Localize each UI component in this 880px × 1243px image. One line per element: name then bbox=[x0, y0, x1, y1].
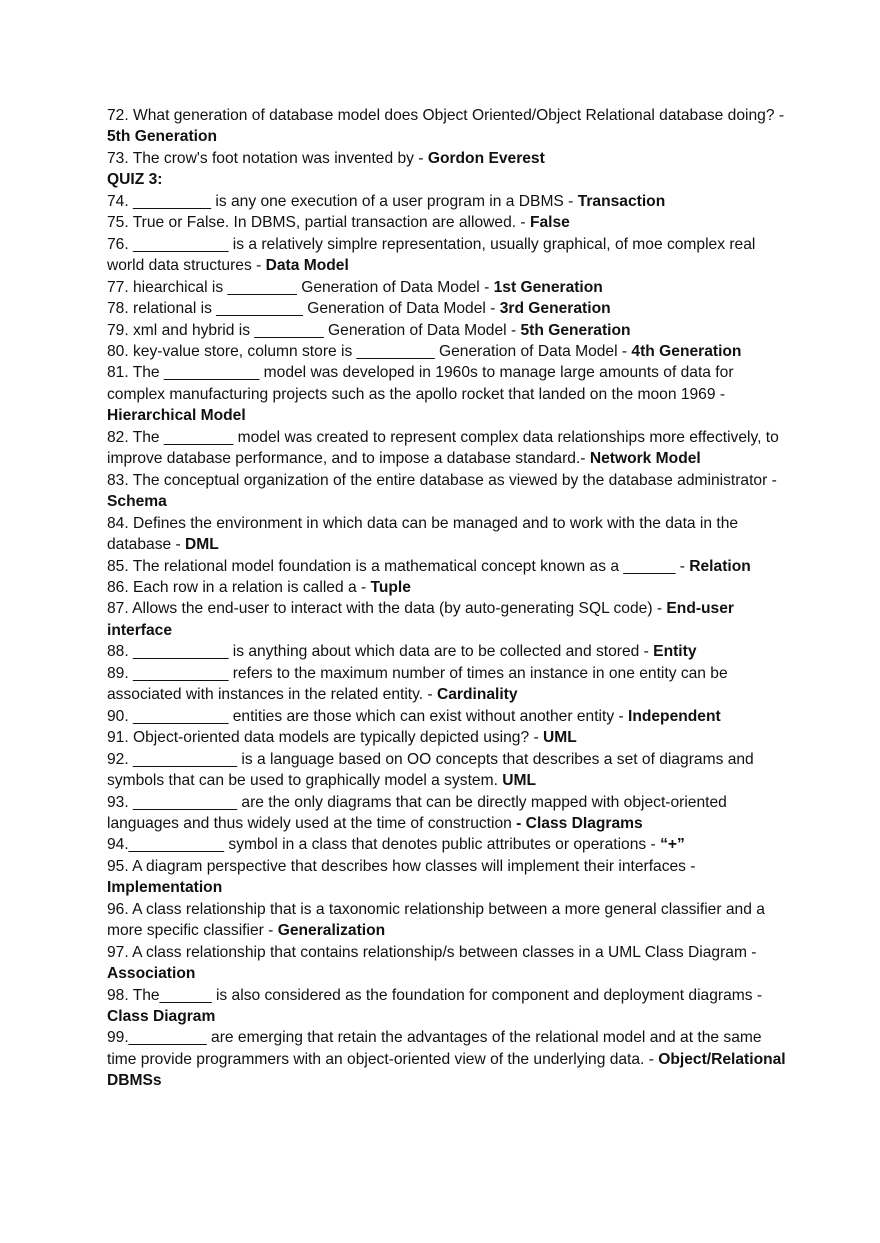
quiz-heading: QUIZ 3: bbox=[107, 171, 163, 189]
list-item bbox=[107, 105, 787, 148]
section-heading bbox=[107, 169, 787, 190]
list-item bbox=[107, 577, 787, 598]
list-item bbox=[107, 298, 787, 319]
list-item bbox=[107, 641, 787, 662]
list-item bbox=[107, 985, 787, 1028]
answer-text: “+” bbox=[660, 836, 685, 854]
answer-text: Generalization bbox=[277, 922, 386, 940]
answer-text: Tuple bbox=[370, 578, 411, 596]
question-text: 76. ___________ is a relatively simplre representation, usually graphical, of moe complex real world data structures - bbox=[107, 235, 760, 275]
question-text: 88. ___________ is anything about which data are to be collected and stored - bbox=[107, 643, 654, 661]
question-text: 90. ___________ entities are those which can exist without another entity - bbox=[107, 707, 628, 725]
answer-text: 4th Generation bbox=[631, 342, 742, 360]
answer-text: Implementation bbox=[107, 879, 223, 897]
question-text: 86. Each row in a relation is called a - bbox=[107, 578, 371, 596]
question-text: 87. Allows the end-user to interact with the data (by auto-generating SQL code) - bbox=[107, 600, 667, 618]
question-text: 96. A class relationship that is a taxonomic relationship between a more general classifier and a more specific classifier - bbox=[107, 900, 770, 940]
question-text: 77. hiearchical is ________ Generation of Data Model - bbox=[107, 278, 494, 296]
list-item bbox=[107, 727, 787, 748]
answer-text: - Class DIagrams bbox=[516, 814, 643, 832]
question-text: 92. ____________ is a language based on OO concepts that describes a set of diagrams and symbols that can be used to graphically model a system. bbox=[107, 750, 759, 790]
answer-text: Network Model bbox=[589, 450, 701, 468]
list-item bbox=[107, 320, 787, 341]
list-item bbox=[107, 470, 787, 513]
list-item bbox=[107, 663, 787, 706]
answer-text: DML bbox=[185, 536, 219, 554]
list-item bbox=[107, 834, 787, 855]
question-text: 99._________ are emerging that retain the advantages of the relational model and at the same time provide programmers with an object-oriented view of the underlying data. - bbox=[107, 1029, 766, 1068]
answer-text: False bbox=[529, 214, 570, 232]
question-text: 75. True or False. In DBMS, partial transaction are allowed. - bbox=[107, 214, 530, 232]
answer-text: Cardinality bbox=[436, 686, 518, 704]
question-text: 79. xml and hybrid is ________ Generation of Data Model - bbox=[107, 321, 521, 339]
question-text: 97. A class relationship that contains relationship/s between classes in a UML Class Diagram - bbox=[107, 943, 761, 961]
list-item bbox=[107, 513, 787, 556]
question-text: 91. Object-oriented data models are typically depicted using? - bbox=[107, 729, 544, 747]
answer-text: Relation bbox=[689, 557, 751, 575]
answer-text: Independent bbox=[628, 707, 721, 725]
list-item bbox=[107, 749, 787, 792]
question-text: 94.___________ symbol in a class that denotes public attributes or operations - bbox=[107, 836, 661, 854]
answer-text: Gordon Everest bbox=[427, 149, 545, 167]
question-text: 81. The ___________ model was developed in 1960s to manage large amounts of data for complex manufacturing projects such as the apollo rocket that landed on the moon 1969 - bbox=[107, 364, 738, 403]
question-text: 74. _________ is any one execution of a user program in a DBMS - bbox=[107, 192, 578, 210]
question-text: 85. The relational model foundation is a mathematical concept known as a ______ - bbox=[107, 557, 690, 575]
answer-text: UML bbox=[502, 772, 537, 790]
question-text: 83. The conceptual organization of the entire database as viewed by the database administrator - bbox=[107, 471, 782, 489]
question-text: 98. The______ is also considered as the foundation for component and deployment diagrams - bbox=[107, 986, 767, 1004]
list-item bbox=[107, 792, 787, 835]
answer-text: End-user interface bbox=[107, 600, 739, 639]
answer-text: Schema bbox=[107, 493, 167, 511]
answer-text: UML bbox=[543, 729, 577, 747]
list-item bbox=[107, 706, 787, 727]
answer-text: Entity bbox=[653, 643, 697, 661]
answer-text: Data Model bbox=[265, 257, 349, 275]
question-text: 78. relational is __________ Generation of Data Model - bbox=[107, 300, 500, 318]
answer-text: 3rd Generation bbox=[499, 300, 611, 318]
question-text: 95. A diagram perspective that describes how classes will implement their interfaces - bbox=[107, 857, 700, 875]
answer-text: 5th Generation bbox=[520, 321, 631, 339]
answer-text: 5th Generation bbox=[107, 128, 218, 146]
answer-text: Object/Relational DBMSs bbox=[107, 1050, 790, 1090]
answer-text: Hierarchical Model bbox=[107, 407, 246, 425]
list-item bbox=[107, 942, 787, 985]
list-item bbox=[107, 856, 787, 899]
list-item bbox=[107, 598, 787, 641]
list-item bbox=[107, 341, 787, 362]
list-item bbox=[107, 234, 787, 277]
question-text: 82. The ________ model was created to represent complex data relationships more effectively, to improve database performance, and to impose a database standard.- bbox=[107, 428, 784, 468]
question-text: 89. ___________ refers to the maximum number of times an instance in one entity can be associated with instances in the related entity. - bbox=[107, 664, 732, 704]
list-item bbox=[107, 427, 787, 470]
question-text: 84. Defines the environment in which data can be managed and to work with the data in the database - bbox=[107, 514, 743, 554]
question-text: 80. key-value store, column store is _________ Generation of Data Model - bbox=[107, 342, 632, 360]
list-item bbox=[107, 148, 787, 169]
answer-text: 1st Generation bbox=[493, 278, 603, 296]
document-page bbox=[107, 105, 790, 1092]
list-item bbox=[107, 899, 787, 942]
list-item bbox=[107, 277, 787, 298]
list-item bbox=[107, 556, 787, 577]
question-text: 93. ____________ are the only diagrams that can be directly mapped with object-oriented languages and thus widely used at the time of construction bbox=[107, 793, 732, 832]
question-text: 73. The crow's foot notation was invented by - bbox=[107, 149, 428, 167]
list-item bbox=[107, 362, 787, 426]
list-item bbox=[107, 191, 787, 212]
question-text: 72. What generation of database model does Object Oriented/Object Relational database doing? - bbox=[107, 107, 789, 124]
list-item bbox=[107, 1027, 790, 1091]
answer-text: Association bbox=[107, 965, 196, 983]
list-item bbox=[107, 212, 787, 233]
answer-text: Transaction bbox=[577, 192, 666, 210]
answer-text: Class Diagram bbox=[107, 1008, 216, 1026]
